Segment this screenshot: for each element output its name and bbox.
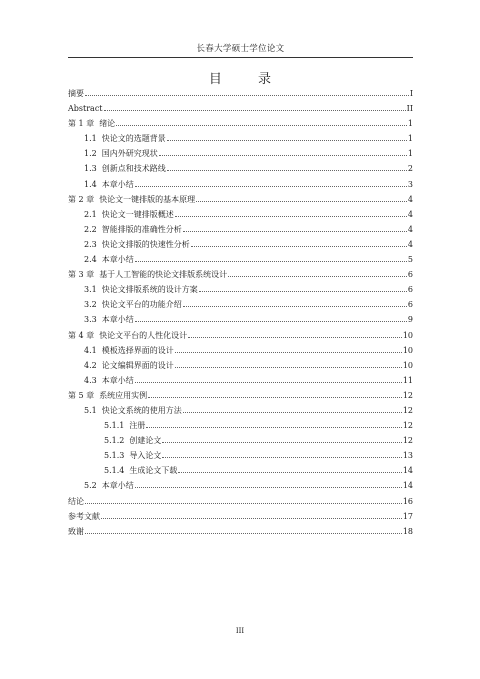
toc-entry[interactable]: [68, 403, 413, 418]
toc-entry-label: 快论文一键排版的基本原理: [99, 194, 196, 204]
toc-entry-number: 3.3: [84, 315, 97, 325]
toc-entry-page: 17: [402, 511, 413, 521]
toc-entry-label: 本章小结: [101, 315, 134, 325]
toc-entry[interactable]: [68, 207, 413, 222]
toc-entry-label: 创建论文: [129, 436, 162, 446]
dot-leader: [162, 457, 401, 458]
table-of-contents: [68, 86, 413, 539]
header-rule: [68, 57, 413, 58]
toc-entry-page: 9: [407, 315, 413, 325]
dot-leader: [162, 442, 401, 443]
toc-entry-number: 第 4 章: [68, 330, 95, 340]
toc-entry-label: 致谢: [68, 526, 84, 536]
toc-entry-number: 2.3: [84, 239, 97, 249]
dot-leader: [183, 306, 407, 307]
toc-entry[interactable]: [68, 161, 413, 176]
dot-leader: [135, 321, 407, 322]
toc-entry-number: 4.2: [84, 360, 97, 370]
toc-entry-number: 1.3: [84, 164, 97, 174]
toc-entry-label: 生成论文下载: [129, 466, 178, 476]
toc-entry-label: 本章小结: [101, 481, 134, 491]
toc-entry[interactable]: [68, 373, 413, 388]
toc-entry-page: 4: [407, 209, 413, 219]
page-number: III: [235, 627, 245, 635]
toc-entry-page: 6: [407, 300, 413, 310]
toc-entry-number: 第 3 章: [68, 270, 95, 280]
toc-entry-page: 13: [402, 451, 413, 461]
toc-entry[interactable]: [68, 192, 413, 207]
toc-title: 目 录: [208, 72, 288, 87]
toc-entry-page: 6: [407, 270, 413, 280]
dot-leader: [135, 487, 402, 488]
toc-entry-page: 11: [402, 375, 413, 385]
toc-entry-label: 快论文一键排版概述: [101, 209, 174, 219]
toc-entry-page: I: [409, 89, 413, 98]
dot-leader: [135, 261, 407, 262]
toc-entry-label: 论文编辑界面的设计: [101, 360, 174, 370]
toc-entry[interactable]: [68, 252, 413, 267]
toc-entry[interactable]: [68, 463, 413, 478]
toc-entry[interactable]: [68, 312, 413, 327]
toc-entry-page: 14: [402, 481, 413, 491]
toc-entry-label: 绪论: [99, 119, 116, 129]
toc-entry-label: 基于人工智能的快论文排版系统设计: [99, 270, 228, 280]
toc-entry-page: 4: [407, 224, 413, 234]
toc-entry-label: 结论: [68, 496, 84, 506]
toc-entry-number: 5.1: [84, 405, 97, 415]
dot-leader: [175, 367, 402, 368]
toc-entry-number: 4.3: [84, 375, 97, 385]
toc-entry-page: 1: [407, 149, 413, 159]
dot-leader: [101, 518, 402, 519]
toc-entry[interactable]: [68, 509, 413, 524]
dot-leader: [191, 246, 407, 247]
toc-entry-page: 16: [402, 496, 413, 506]
toc-entry-label: 本章小结: [101, 375, 134, 385]
toc-entry[interactable]: [68, 222, 413, 237]
toc-entry-label: 快论文平台的人性化设计: [99, 330, 188, 340]
dot-leader: [178, 472, 401, 473]
toc-entry-number: 第 1 章: [68, 119, 95, 129]
toc-entry-label: 快论文平台的功能介绍: [101, 300, 182, 310]
toc-entry-page: 1: [407, 119, 413, 129]
dot-leader: [167, 170, 407, 171]
toc-entry[interactable]: [68, 388, 413, 403]
toc-entry-page: 6: [407, 285, 413, 295]
toc-entry-number: 5.2: [84, 481, 97, 491]
toc-entry-page: II: [406, 104, 413, 114]
toc-entry-label: 系统应用实例: [99, 390, 148, 400]
dot-leader: [183, 231, 407, 232]
toc-entry[interactable]: [68, 494, 413, 509]
toc-entry-number: 2.2: [84, 224, 97, 234]
toc-entry[interactable]: [68, 86, 413, 101]
toc-entry[interactable]: [68, 101, 413, 116]
toc-entry-page: 12: [402, 421, 413, 431]
toc-entry[interactable]: [68, 282, 413, 297]
toc-entry-number: 5.1.1: [104, 421, 125, 431]
dot-leader: [148, 397, 402, 398]
dot-leader: [116, 125, 407, 126]
toc-entry-page: 10: [402, 330, 413, 340]
toc-entry-label: 国内外研究现状: [101, 149, 158, 159]
toc-entry-label: Abstract: [68, 104, 103, 114]
toc-entry[interactable]: [68, 131, 413, 146]
toc-entry-number: 5.1.4: [104, 466, 125, 476]
dot-leader: [175, 216, 407, 217]
toc-entry-label: 模板选择界面的设计: [101, 345, 174, 355]
toc-entry-page: 12: [402, 405, 413, 415]
toc-entry-page: 14: [402, 466, 413, 476]
toc-entry-label: 快论文排版系统的设计方案: [101, 285, 198, 295]
toc-entry[interactable]: [68, 358, 413, 373]
toc-entry[interactable]: [68, 116, 413, 131]
toc-entry-page: 3: [407, 179, 413, 189]
toc-entry-number: 4.1: [84, 345, 97, 355]
dot-leader: [85, 533, 402, 534]
dot-leader: [135, 382, 402, 383]
toc-entry-label: 快论文排版的快速性分析: [101, 239, 190, 249]
dot-leader: [104, 110, 406, 111]
dot-leader: [85, 503, 402, 504]
toc-entry[interactable]: [68, 343, 413, 358]
dot-leader: [183, 412, 402, 413]
dot-leader: [228, 276, 407, 277]
toc-entry[interactable]: [68, 177, 413, 192]
dot-leader: [199, 291, 407, 292]
toc-entry-page: 12: [402, 390, 413, 400]
toc-entry-page: 10: [402, 345, 413, 355]
dot-leader: [85, 95, 409, 96]
toc-entry-label: 创新点和技术路线: [101, 164, 166, 174]
toc-entry[interactable]: [68, 524, 413, 539]
toc-entry[interactable]: [68, 328, 413, 343]
toc-entry-number: 第 2 章: [68, 194, 95, 204]
toc-entry-number: 2.1: [84, 209, 97, 219]
toc-entry[interactable]: [68, 433, 413, 448]
toc-entry-label: 本章小结: [101, 255, 134, 265]
dot-leader: [159, 155, 407, 156]
toc-entry-page: 10: [402, 360, 413, 370]
toc-entry-page: 4: [407, 194, 413, 204]
toc-entry-label: 快论文的选题背景: [101, 134, 166, 144]
toc-entry-number: 第 5 章: [68, 390, 95, 400]
dot-leader: [167, 140, 407, 141]
toc-entry-number: 1.4: [84, 179, 97, 189]
toc-entry[interactable]: [68, 146, 413, 161]
toc-entry-page: 4: [407, 239, 413, 249]
dot-leader: [146, 427, 401, 428]
toc-entry[interactable]: [68, 478, 413, 493]
toc-entry-label: 摘要: [68, 89, 84, 98]
toc-entry[interactable]: [68, 237, 413, 252]
toc-entry-number: 3.2: [84, 300, 97, 310]
toc-entry-page: 5: [407, 255, 413, 265]
toc-entry-number: 5.1.2: [104, 436, 125, 446]
toc-entry-page: 18: [402, 526, 413, 536]
toc-entry-number: 5.1.3: [104, 451, 125, 461]
toc-entry-label: 导入论文: [129, 451, 162, 461]
toc-entry-label: 智能排版的准确性分析: [101, 224, 182, 234]
toc-entry[interactable]: [68, 448, 413, 463]
toc-entry[interactable]: [68, 297, 413, 312]
dot-leader: [196, 201, 407, 202]
dot-leader: [175, 352, 402, 353]
toc-entry-label: 注册: [129, 421, 146, 431]
dot-leader: [135, 186, 407, 187]
toc-entry-number: 1.1: [84, 134, 97, 144]
toc-entry[interactable]: [68, 418, 413, 433]
dot-leader: [188, 337, 402, 338]
toc-entry-page: 12: [402, 436, 413, 446]
toc-entry-number: 2.4: [84, 255, 97, 265]
toc-entry-page: 2: [407, 164, 413, 174]
toc-entry-page: 1: [407, 134, 413, 144]
running-header: 长春大学硕士学位论文: [196, 44, 285, 54]
toc-entry[interactable]: [68, 267, 413, 282]
toc-entry-label: 快论文系统的使用方法: [101, 405, 182, 415]
toc-entry-label: 本章小结: [101, 179, 134, 189]
toc-entry-number: 1.2: [84, 149, 97, 159]
toc-entry-label: 参考文献: [68, 511, 100, 521]
toc-entry-number: 3.1: [84, 285, 97, 295]
